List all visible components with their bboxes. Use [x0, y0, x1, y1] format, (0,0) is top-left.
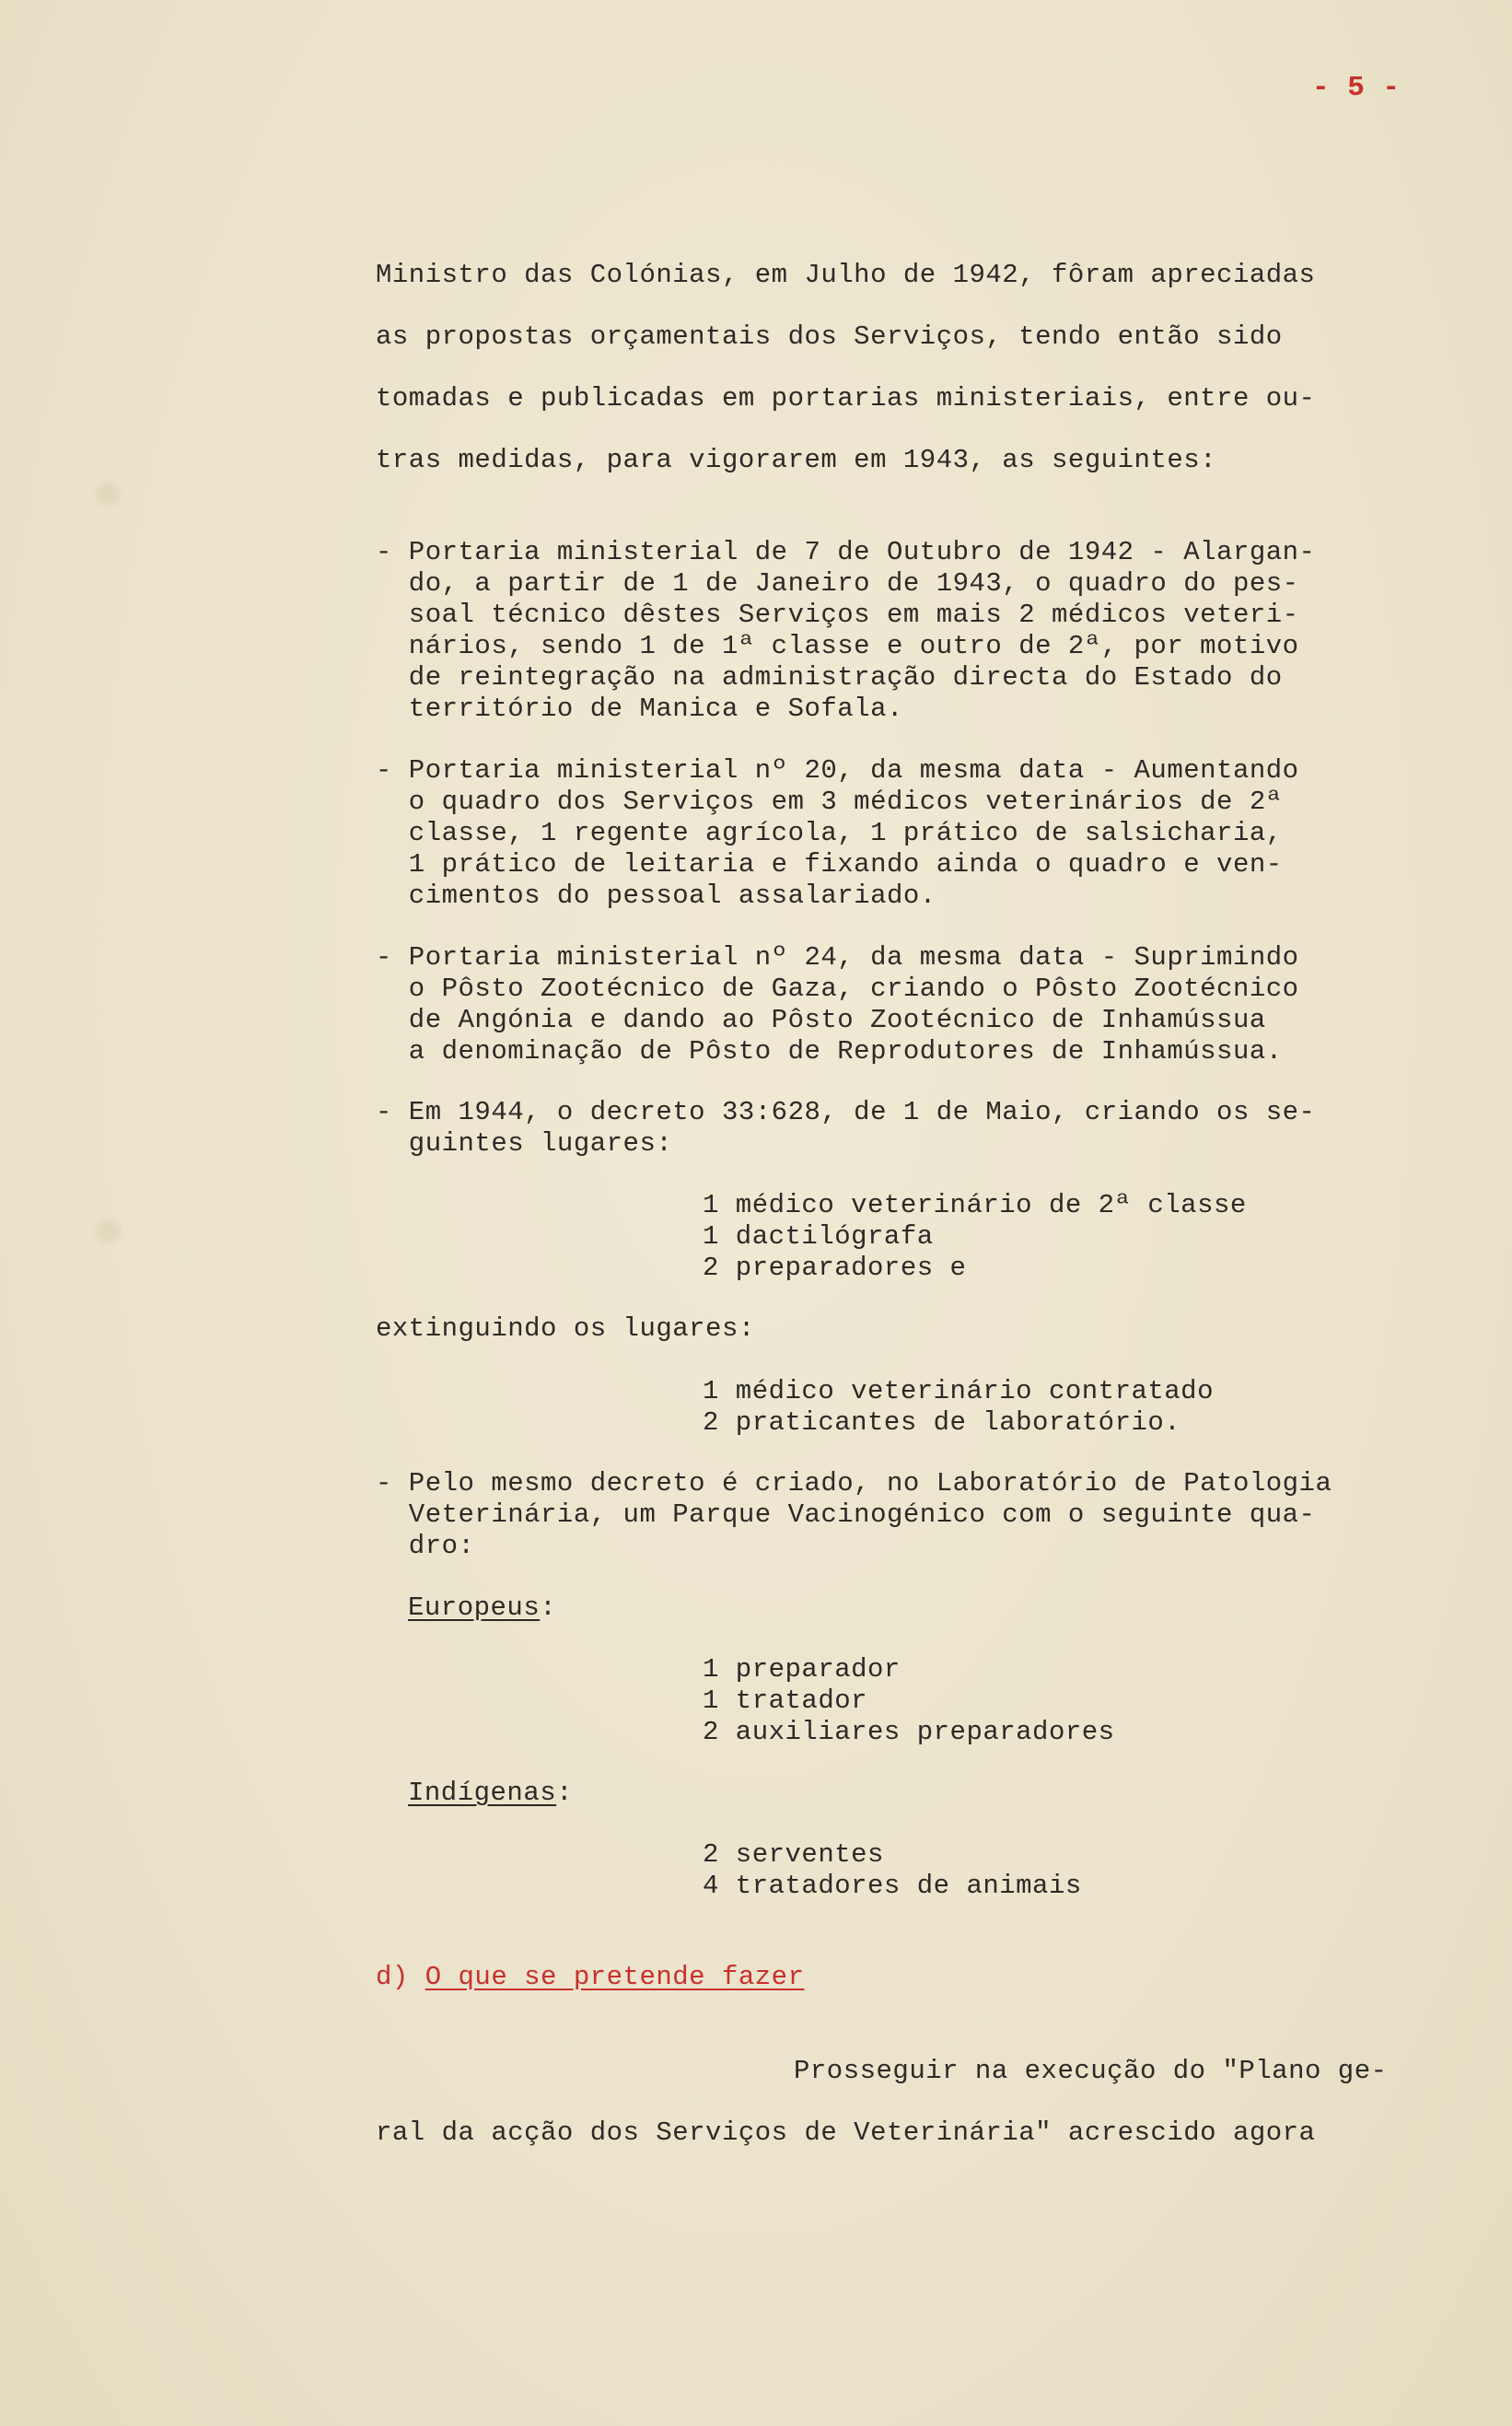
section-d-prefix: d): [376, 1962, 425, 1992]
text-line: 1 prático de leitaria e fixando ainda o quadro e ven-: [376, 849, 1283, 880]
section-d-title: O que se pretende fazer: [425, 1962, 805, 1992]
text-line: - Portaria ministerial de 7 de Outubro de 1942 - Alargan-: [376, 537, 1316, 567]
text-line: as propostas orçamentais dos Serviços, tendo então sido: [376, 321, 1283, 352]
text-line: tomadas e publicadas em portarias ministeriais, entre ou-: [376, 383, 1316, 414]
text-line: - Portaria ministerial nº 20, da mesma data - Aumentando: [376, 755, 1299, 786]
indigenas-heading: Indígenas:: [408, 1778, 574, 1808]
text-line: - Em 1944, o decreto 33:628, de 1 de Maio, criando os se-: [376, 1097, 1316, 1127]
text-line: 2 auxiliares preparadores: [703, 1717, 1115, 1747]
text-line: soal técnico dêstes Serviços em mais 2 médicos veteri-: [376, 600, 1299, 630]
text-line: Prosseguir na execução do "Plano ge-: [794, 2056, 1388, 2086]
text-line: o Pôsto Zootécnico de Gaza, criando o Pôsto Zootécnico: [376, 974, 1299, 1004]
text-line: 1 tratador: [703, 1685, 868, 1716]
text-line: 4 tratadores de animais: [703, 1871, 1082, 1901]
extinguishing-label: extinguindo os lugares:: [376, 1313, 755, 1344]
text-line: 1 médico veterinário de 2ª classe: [703, 1190, 1247, 1220]
text-line: de reintegração na administração directa do Estado do: [376, 662, 1283, 693]
punch-hole-mark: [92, 1216, 123, 1247]
text-line: do, a partir de 1 de Janeiro de 1943, o quadro do pes-: [376, 568, 1299, 599]
text-line: - Pelo mesmo decreto é criado, no Laboratório de Patologia: [376, 1468, 1332, 1499]
text-line: nários, sendo 1 de 1ª classe e outro de 2ª, por motivo: [376, 631, 1299, 661]
text-line: - Portaria ministerial nº 24, da mesma data - Suprimindo: [376, 942, 1299, 973]
text-line: território de Manica e Sofala.: [376, 694, 903, 724]
text-line: o quadro dos Serviços em 3 médicos veterinários de 2ª: [376, 787, 1283, 817]
text-line: 2 preparadores e: [703, 1253, 967, 1283]
europeus-label: Europeus: [408, 1592, 541, 1623]
text-line: ral da acção dos Serviços de Veterinária" acrescido agora: [376, 2117, 1316, 2148]
text-line: guintes lugares:: [376, 1128, 673, 1159]
europeus-heading: Europeus:: [408, 1592, 557, 1623]
text-line: 1 preparador: [703, 1654, 901, 1685]
text-line: 1 médico veterinário contratado: [703, 1376, 1214, 1406]
text-line: a denominação de Pôsto de Reprodutores de Inhamússua.: [376, 1036, 1283, 1067]
text-line: tras medidas, para vigorarem em 1943, as seguintes:: [376, 445, 1217, 475]
text-line: 2 praticantes de laboratório.: [703, 1407, 1181, 1438]
indigenas-label: Indígenas: [408, 1778, 557, 1808]
text-line: cimentos do pessoal assalariado.: [376, 881, 936, 911]
page-number: - 5 -: [1312, 72, 1401, 104]
text-line: 2 serventes: [703, 1839, 884, 1870]
text-line: de Angónia e dando ao Pôsto Zootécnico de Inhamússua: [376, 1005, 1266, 1035]
text-line: classe, 1 regente agrícola, 1 prático de salsicharia,: [376, 818, 1283, 848]
text-line: 1 dactilógrafa: [703, 1221, 934, 1252]
punch-hole-mark: [92, 479, 123, 510]
text-line: dro:: [376, 1531, 475, 1561]
text-line: Veterinária, um Parque Vacinogénico com o seguinte qua-: [376, 1499, 1316, 1530]
text-line: Ministro das Colónias, em Julho de 1942, fôram apreciadas: [376, 260, 1316, 290]
section-d-heading: [376, 1962, 804, 1992]
